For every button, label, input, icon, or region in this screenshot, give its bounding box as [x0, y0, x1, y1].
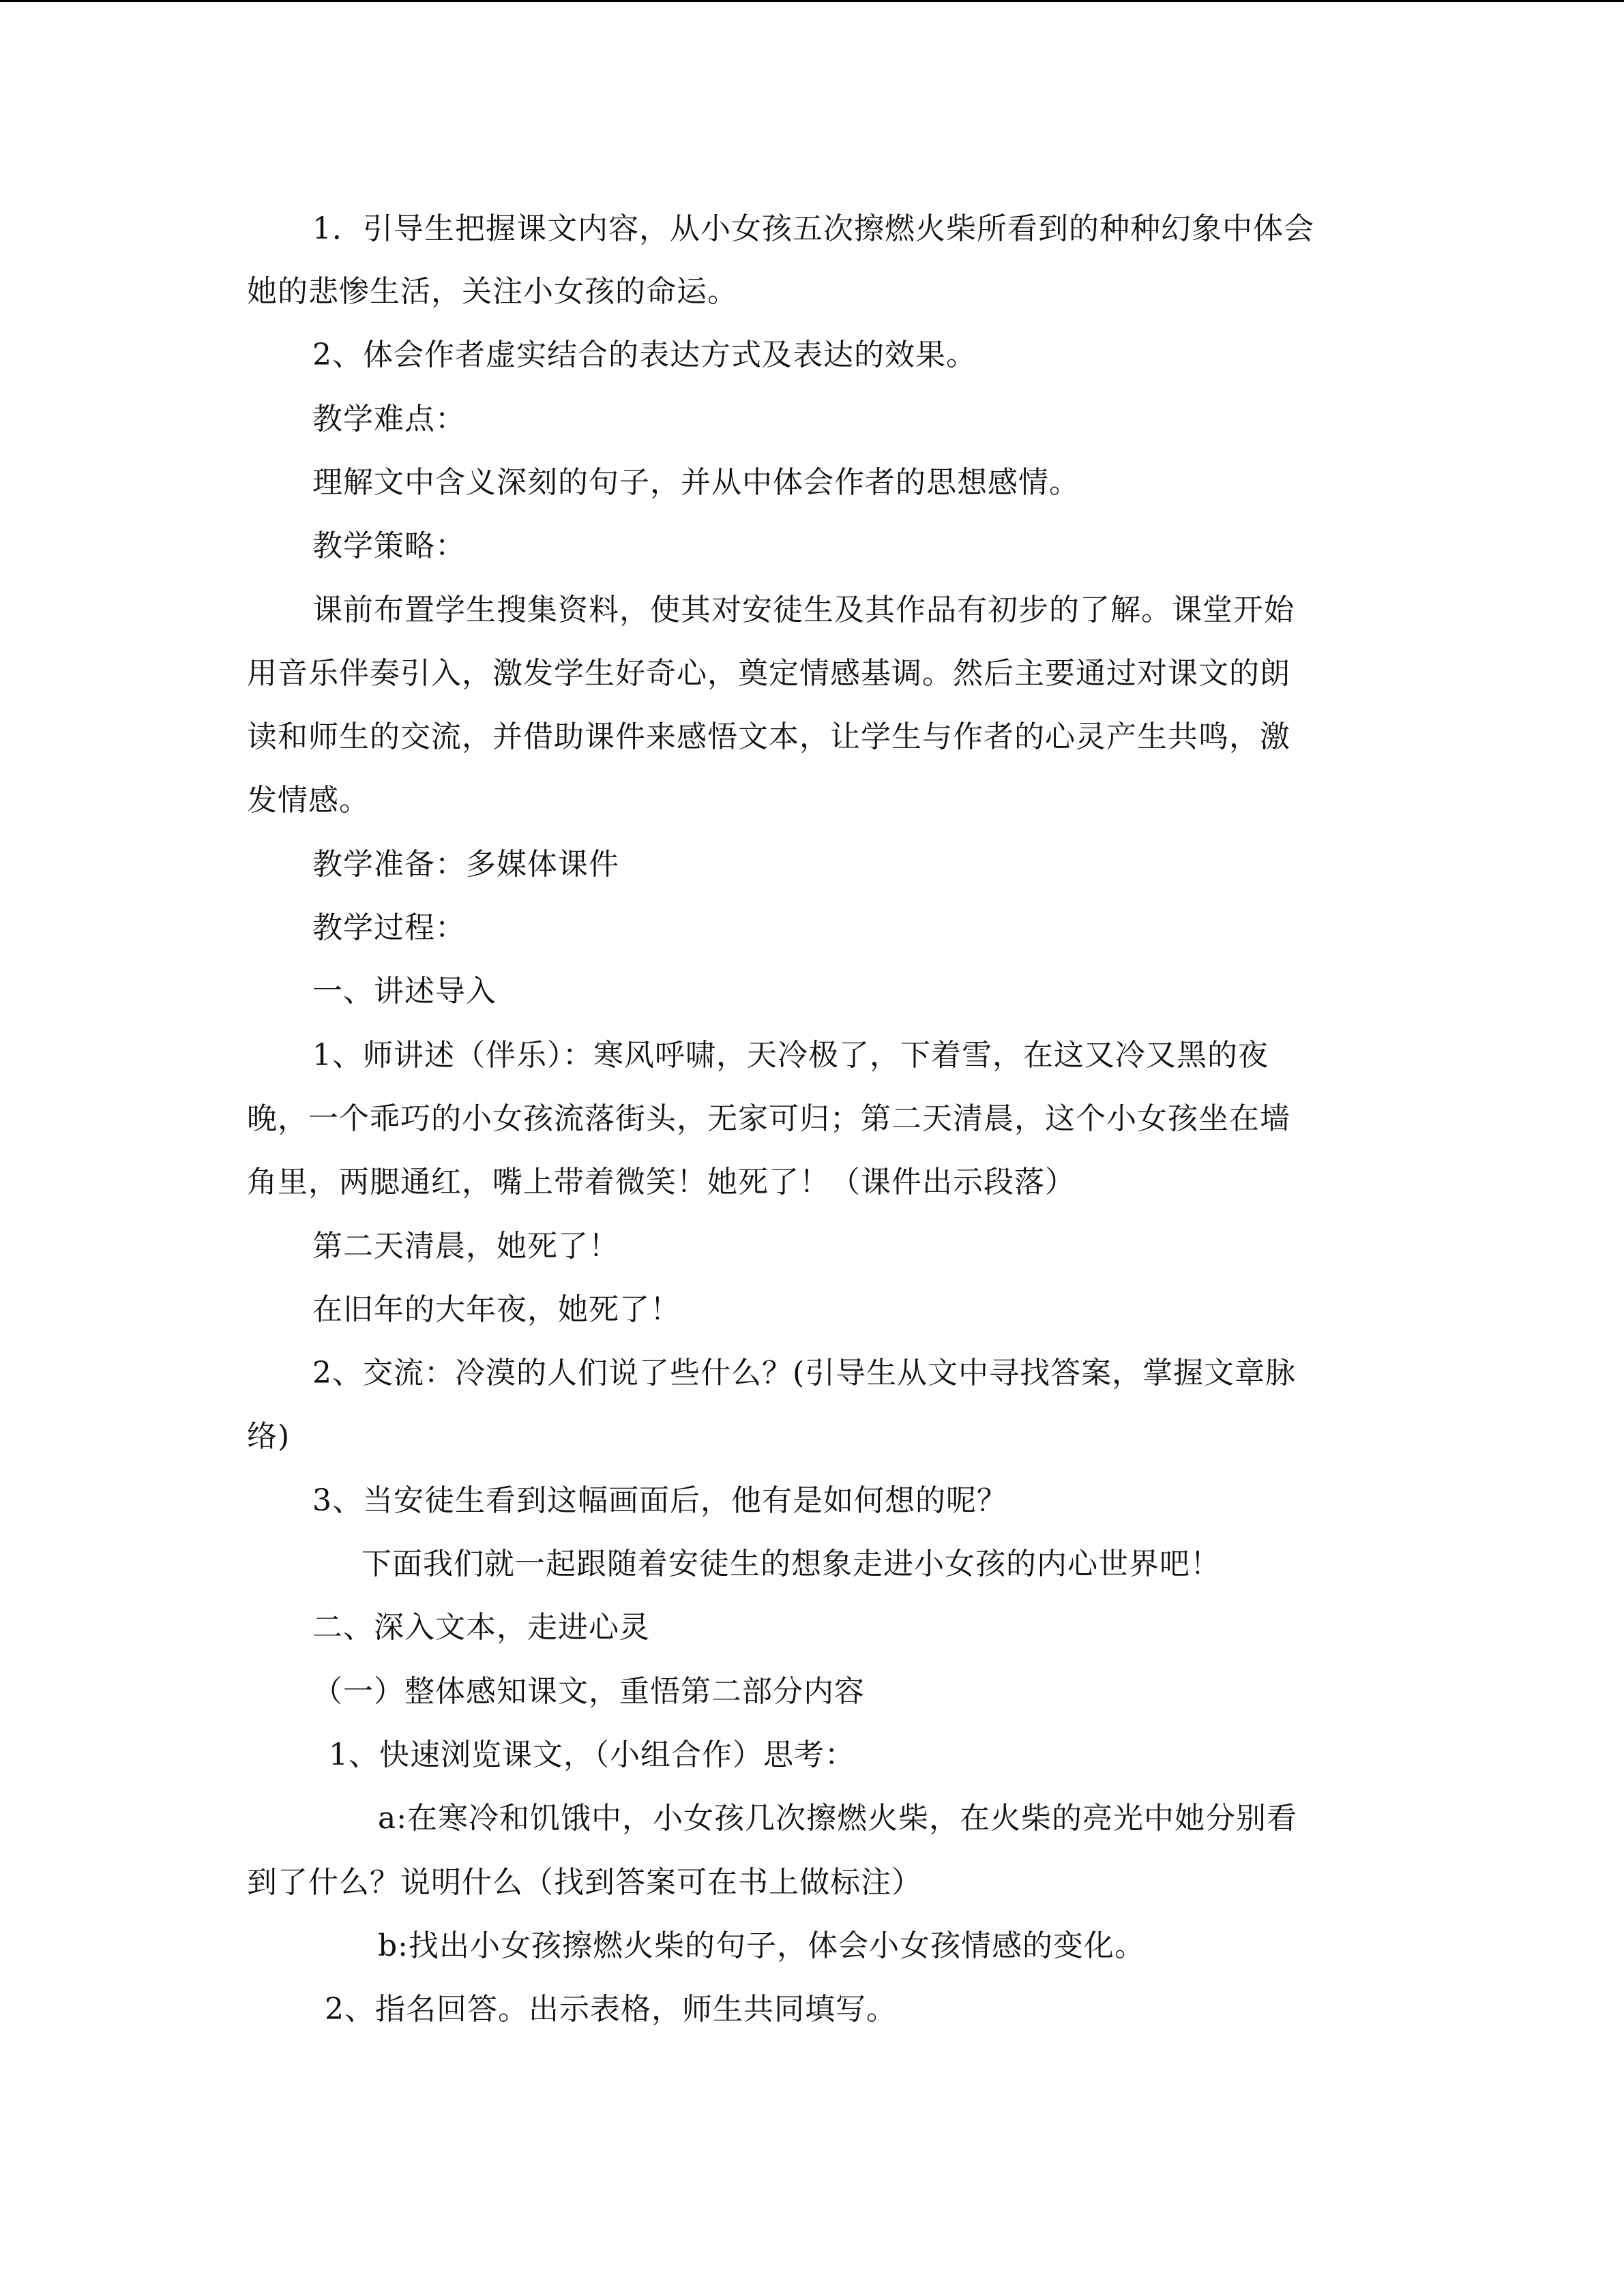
paragraph-line: 2、交流：冷漠的人们说了些什么？(引导生从文中寻找答案，掌握文章脉: [312, 1356, 1297, 1390]
paragraph-line: 她的悲惨生活，关注小女孩的命运。: [247, 274, 738, 309]
paragraph-line: b:找出小女孩擦燃火柴的句子，体会小女孩情感的变化。: [378, 1928, 1145, 1963]
paragraph-line: 在旧年的大年夜，她死了！: [312, 1292, 681, 1327]
paragraph-line: 读和师生的交流，并借助课件来感悟文本，让学生与作者的心灵产生共鸣，激: [247, 719, 1290, 754]
paragraph-line: 角里，两腮通红，嘴上带着微笑！她死了！（课件出示段落）: [247, 1165, 1076, 1199]
paragraph-line: 教学准备：多媒体课件: [312, 847, 619, 882]
section-heading: 二、深入文本，走进心灵: [312, 1610, 650, 1645]
paragraph-line: 晚，一个乖巧的小女孩流落街头，无家可归；第二天清晨，这个小女孩坐在墙: [247, 1101, 1290, 1136]
paragraph-line: 2、指名回答。出示表格，师生共同填写。: [325, 1992, 897, 2027]
paragraph-line: 第二天清晨，她死了！: [312, 1229, 619, 1264]
paragraph-line: 2、体会作者虚实结合的表达方式及表达的效果。: [312, 338, 977, 372]
section-heading: 教学过程：: [312, 910, 466, 945]
paragraph-line: 1．引导生把握课文内容，从小女孩五次擦燃火柴所看到的种种幻象中体会: [312, 211, 1314, 246]
section-heading: 教学难点：: [312, 402, 466, 436]
section-heading: 教学策略：: [312, 528, 466, 563]
paragraph-line: 用音乐伴奏引入，激发学生好奇心，奠定情感基调。然后主要通过对课文的朗: [247, 656, 1290, 691]
paragraph-line: 下面我们就一起跟随着安徒生的想象走进小女孩的内心世界吧！: [361, 1547, 1221, 1581]
paragraph-line: 1、师讲述（伴乐）：寒风呼啸，天冷极了，下着雪，在这又冷又黑的夜: [312, 1038, 1269, 1073]
paragraph-line: 课前布置学生搜集资料，使其对安徒生及其作品有初步的了解。课堂开始: [312, 593, 1295, 627]
section-heading: 一、讲述导入: [312, 974, 497, 1009]
paragraph-line: a:在寒冷和饥饿中，小女孩几次擦燃火柴，在火柴的亮光中她分别看: [378, 1801, 1298, 1836]
subsection-heading: （一）整体感知课文，重悟第二部分内容: [312, 1674, 865, 1709]
paragraph-line: 理解文中含义深刻的句子，并从中体会作者的思想感情。: [312, 465, 1080, 500]
paragraph-line: 到了什么？说明什么（找到答案可在书上做标注）: [247, 1865, 922, 1900]
paragraph-line: 络): [247, 1419, 291, 1454]
paragraph-line: 3、当安徒生看到这幅画面后，他有是如何想的呢？: [312, 1483, 1007, 1518]
paragraph-line: 发情感。: [247, 783, 370, 818]
paragraph-line: 1、快速浏览课文，（小组合作）思考：: [329, 1738, 855, 1772]
